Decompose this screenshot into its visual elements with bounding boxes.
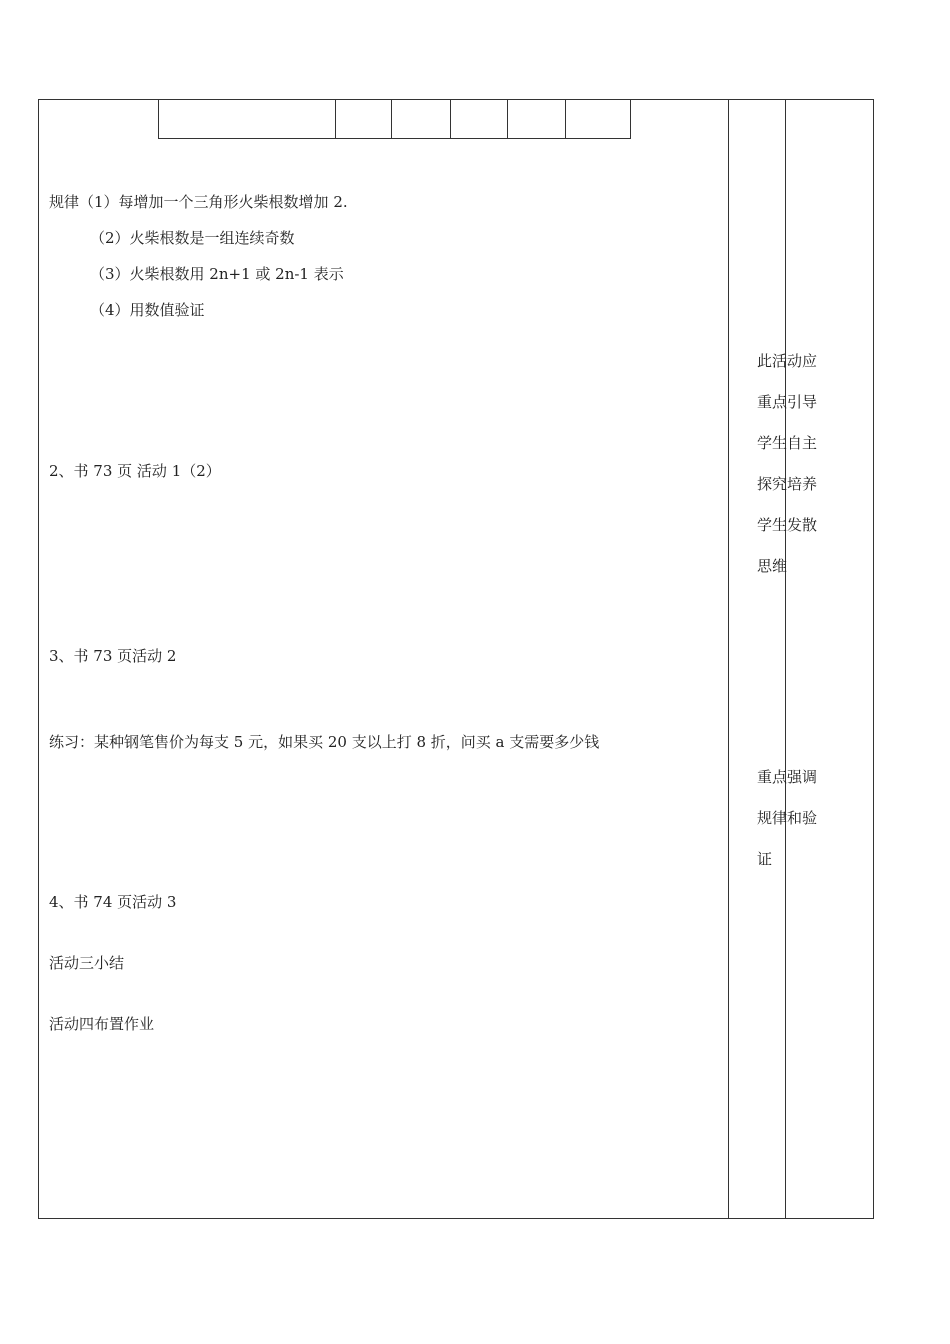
side-note-line: 探究培养	[757, 475, 818, 493]
rule-4-text: （4）用数值验证	[90, 301, 205, 319]
table-row	[159, 100, 631, 139]
matchstick-count-table	[158, 99, 631, 139]
homework-heading: 活动四布置作业	[49, 1015, 155, 1033]
activity-3-heading: 3、书 73 页活动 2	[49, 647, 177, 665]
column-divider-method	[728, 100, 729, 1218]
table-cell	[392, 100, 451, 139]
table-cell	[159, 100, 336, 139]
side-note-line: 重点引导	[757, 393, 818, 411]
table-cell	[566, 100, 631, 139]
activity-4-heading: 4、书 74 页活动 3	[49, 893, 177, 911]
rule-1-text: 规律（1）每增加一个三角形火柴根数增加 2.	[49, 193, 348, 211]
side-note-line: 证	[757, 850, 773, 868]
side-note-line: 思维	[757, 557, 788, 575]
side-note-1	[757, 341, 829, 587]
side-note-line: 规律和验	[757, 809, 818, 827]
rule-2-text: （2）火柴根数是一组连续奇数	[90, 229, 295, 247]
side-note-line: 重点强调	[757, 768, 818, 786]
summary-heading: 活动三小结	[49, 954, 125, 972]
column-divider-notes	[785, 100, 786, 1218]
side-note-line: 此活动应	[757, 352, 818, 370]
table-cell	[508, 100, 566, 139]
side-note-line: 学生发散	[757, 516, 818, 534]
table-cell	[336, 100, 392, 139]
activity-2-heading: 2、书 73 页 活动 1（2）	[49, 462, 221, 480]
exercise-text: 练习：某种钢笔售价为每支 5 元，如果买 20 支以上打 8 折，问买 a 支需要多少钱	[49, 733, 600, 751]
rule-3-text: （3）火柴根数用 2n+1 或 2n-1 表示	[90, 265, 344, 283]
side-note-2	[757, 757, 829, 880]
side-note-line: 学生自主	[757, 434, 818, 452]
table-cell	[451, 100, 508, 139]
lesson-plan-frame	[38, 99, 874, 1219]
